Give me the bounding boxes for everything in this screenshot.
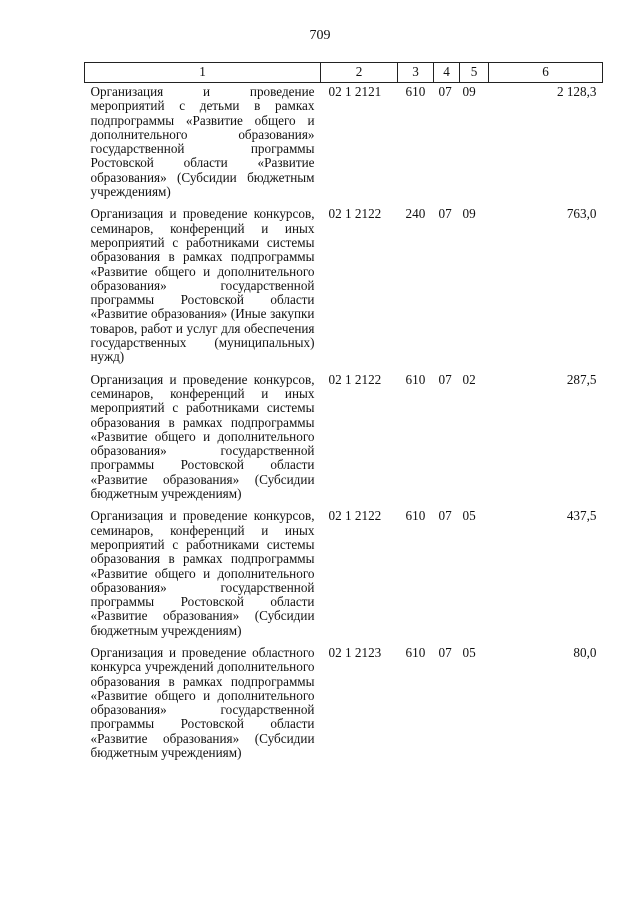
column-header-sum: 6 [489, 63, 603, 83]
table-row [85, 83, 603, 206]
column-header-section: 4 [434, 63, 460, 83]
row-section: 07 [438, 206, 452, 222]
row-target-article: 02 1 2123 [328, 644, 382, 660]
row-section: 07 [438, 371, 452, 387]
row-sum: 287,5 [566, 371, 597, 387]
row-subsection: 02 [462, 371, 476, 387]
column-header-subsection: 5 [460, 63, 489, 83]
row-name: Организация и проведение конкурсов, семинаров, конференций и иных мероприятий с работниками системы образования в рамках подпрограммы «Развитие общего и дополнительного образования» государственной программы Ростовской области «Развитие образования» (Иные закупки товаров, работ и услуг для обеспечения государственных (муниципальных) нужд) [90, 206, 315, 365]
row-name: Организация и проведение областного конкурса учреждений дополнительного образования в рамках подпрограммы «Развитие общего и дополнительного образования» государственной программы Ростовской области «Развитие образования» (Субсидии бюджетным учреждениям) [90, 644, 315, 761]
row-section: 07 [438, 84, 452, 99]
row-section: 07 [438, 644, 452, 660]
row-subsection: 05 [462, 508, 476, 524]
row-subsection: 09 [462, 206, 476, 222]
row-name: Организация и проведение конкурсов, семинаров, конференций и иных мероприятий с работниками системы образования в рамках подпрограммы «Развитие общего и дополнительного образования» государственной программы Ростовской области «Развитие образования» (Субсидии бюджетным учреждениям) [90, 371, 315, 502]
row-target-article: 02 1 2122 [328, 371, 382, 387]
page-number: 709 [309, 28, 331, 43]
column-header-expense-type: 3 [398, 63, 434, 83]
budget-table [84, 62, 603, 766]
row-sum: 80,0 [573, 644, 597, 660]
row-expense-type: 610 [405, 644, 426, 660]
row-target-article: 02 1 2121 [328, 84, 382, 99]
table-row [85, 205, 603, 370]
row-expense-type: 610 [405, 508, 426, 524]
row-expense-type: 610 [405, 84, 426, 99]
row-expense-type: 610 [405, 371, 426, 387]
column-header-name: 1 [85, 63, 321, 83]
row-name: Организация и проведение конкурсов, семинаров, конференций и иных мероприятий с работниками системы образования в рамках подпрограммы «Развитие общего и дополнительного образования» государственной программы Ростовской области «Развитие образования» (Субсидии бюджетным учреждениям) [90, 508, 315, 638]
row-subsection: 09 [462, 84, 476, 99]
table-row [85, 644, 603, 766]
row-subsection: 05 [462, 644, 476, 660]
column-header-target-article: 2 [321, 63, 398, 83]
row-target-article: 02 1 2122 [328, 206, 382, 222]
table-row [85, 371, 603, 508]
table-header-row [85, 63, 603, 83]
row-sum: 763,0 [566, 206, 597, 222]
row-section: 07 [438, 508, 452, 524]
row-sum: 437,5 [566, 508, 597, 524]
row-target-article: 02 1 2122 [328, 508, 382, 524]
row-expense-type: 240 [405, 206, 426, 222]
row-sum: 2 128,3 [556, 84, 597, 99]
row-name: Организация и проведение мероприятий с детьми в рамках подпрограммы «Развитие общего и дополнительного образования» государственной программы Ростовской области «Развитие образования» (Субсидии бюджетным учреждениям) [90, 84, 315, 200]
table-row [85, 507, 603, 644]
